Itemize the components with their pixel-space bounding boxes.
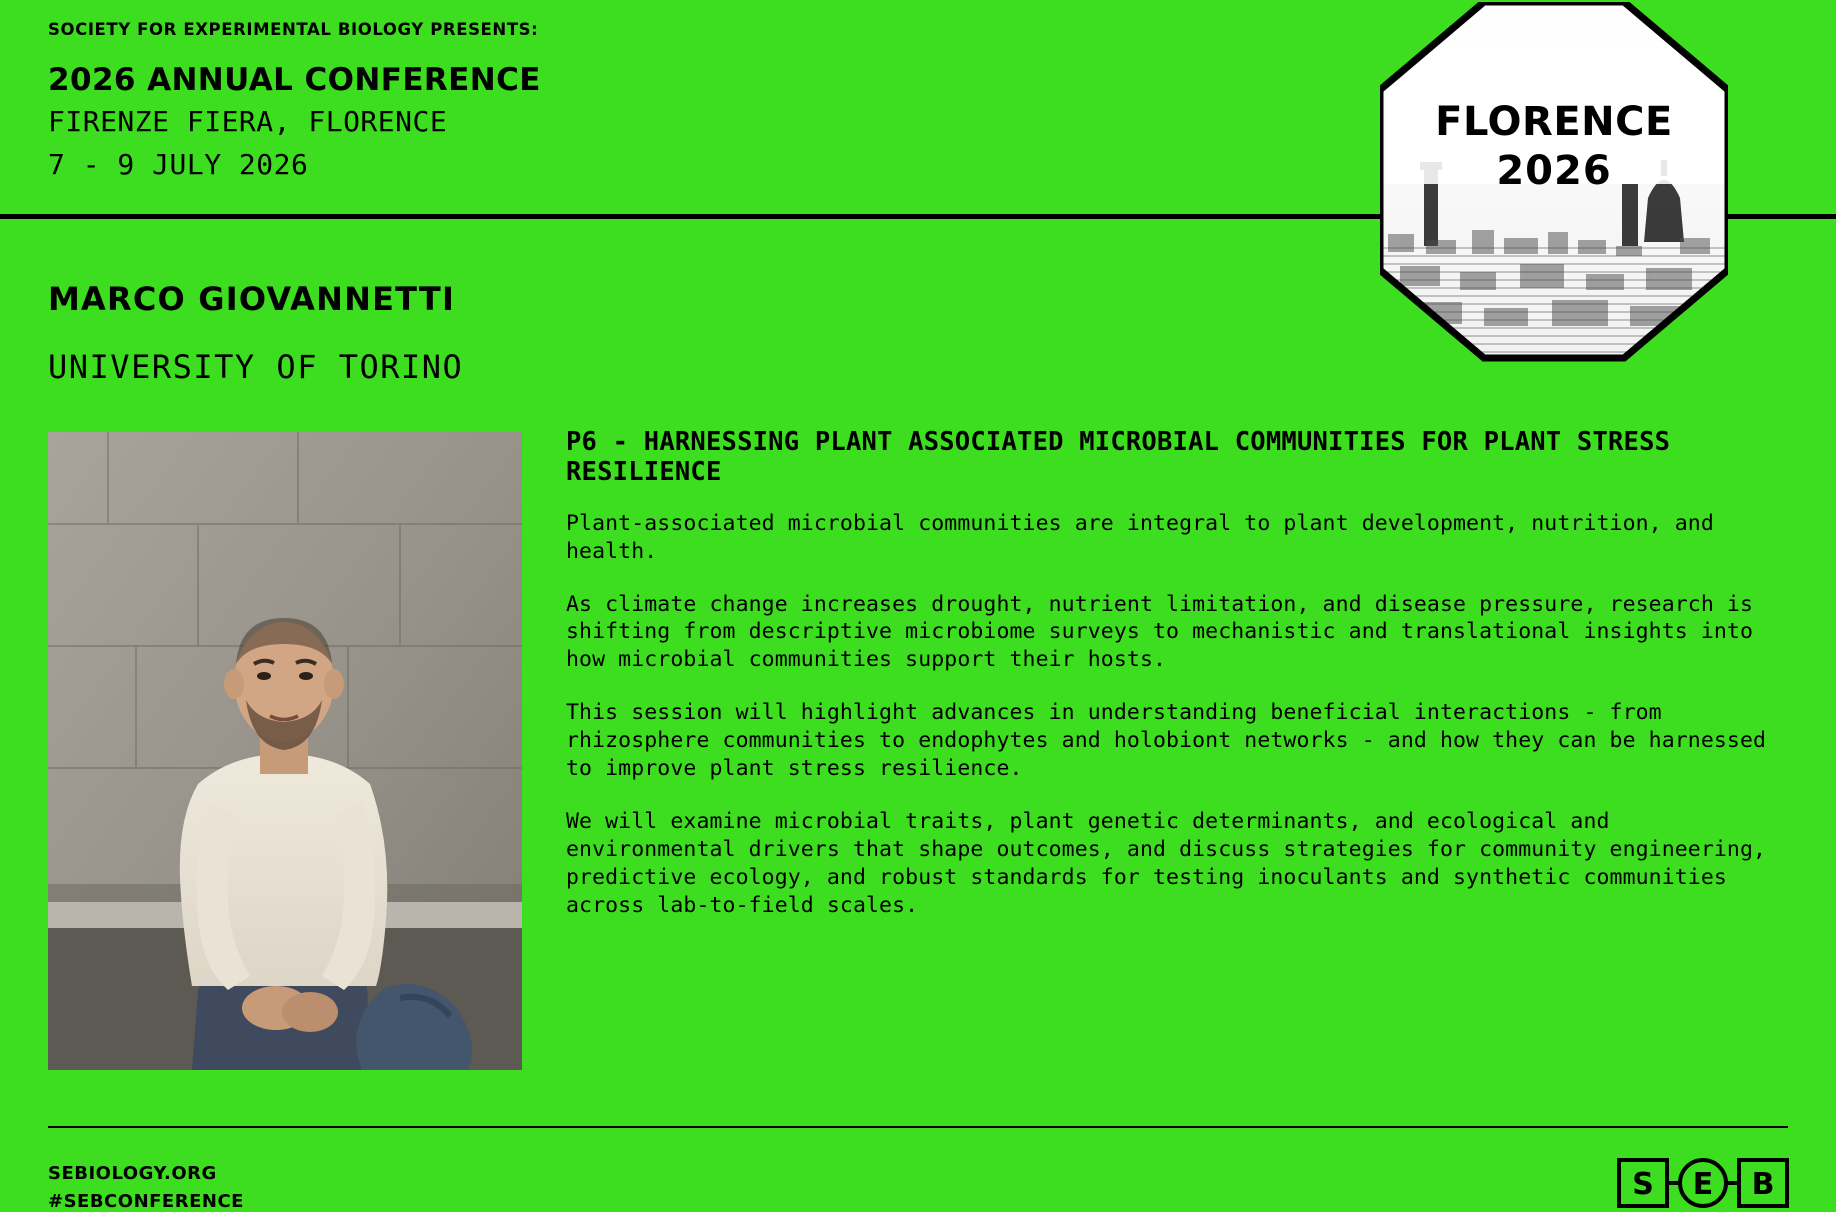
conference-venue: FIRENZE FIERA, FLORENCE bbox=[48, 105, 448, 138]
conference-title: 2026 ANNUAL CONFERENCE bbox=[48, 62, 541, 98]
seb-logo bbox=[1617, 1158, 1789, 1208]
abstract-title: P6 - HARNESSING PLANT ASSOCIATED MICROBIAL COMMUNITIES FOR PLANT STRESS RESILIENCE bbox=[566, 427, 1671, 487]
speaker-portrait bbox=[48, 432, 522, 1070]
seb-logo-letter-e: E bbox=[1692, 1167, 1714, 1202]
footer-hashtag: #SEBCONFERENCE bbox=[48, 1191, 244, 1212]
conference-dates: 7 - 9 JULY 2026 bbox=[48, 148, 309, 181]
footer-website: SEBIOLOGY.ORG bbox=[48, 1163, 217, 1184]
badge-line2: 2026 bbox=[1496, 148, 1612, 194]
seb-logo-letter-b: B bbox=[1751, 1167, 1775, 1202]
florence-badge bbox=[1380, 2, 1728, 364]
seb-logo-letter-s: S bbox=[1632, 1167, 1654, 1202]
abstract-paragraph-3: This session will highlight advances in understanding beneficial interactions - from rhizosphere communities to endophytes and holobiont networks - and how they can be harnessed to improve plant stress resilience. bbox=[566, 700, 1767, 782]
badge-line1: FLORENCE bbox=[1435, 99, 1673, 145]
abstract-paragraph-1: Plant-associated microbial communities are integral to plant development, nutrition, and health. bbox=[566, 510, 1714, 564]
speaker-affiliation: UNIVERSITY OF TORINO bbox=[48, 348, 464, 386]
abstract-paragraph-2: As climate change increases drought, nutrient limitation, and disease pressure, research is shifting from descriptive microbiome surveys to mechanistic and translational insights into how microbial communities support their hosts. bbox=[566, 591, 1754, 673]
speaker-name: MARCO GIOVANNETTI bbox=[48, 280, 456, 318]
abstract-block bbox=[566, 428, 1781, 945]
presents-line: SOCIETY FOR EXPERIMENTAL BIOLOGY PRESENTS: bbox=[48, 20, 539, 39]
footer-divider bbox=[48, 1126, 1788, 1128]
abstract-paragraph-4: We will examine microbial traits, plant genetic determinants, and ecological and environmental drivers that shape outcomes, and discuss strategies for community engineering, predictive ecology, and robust standards for testing inoculants and synthetic communities across lab-to-field scales. bbox=[566, 809, 1767, 918]
